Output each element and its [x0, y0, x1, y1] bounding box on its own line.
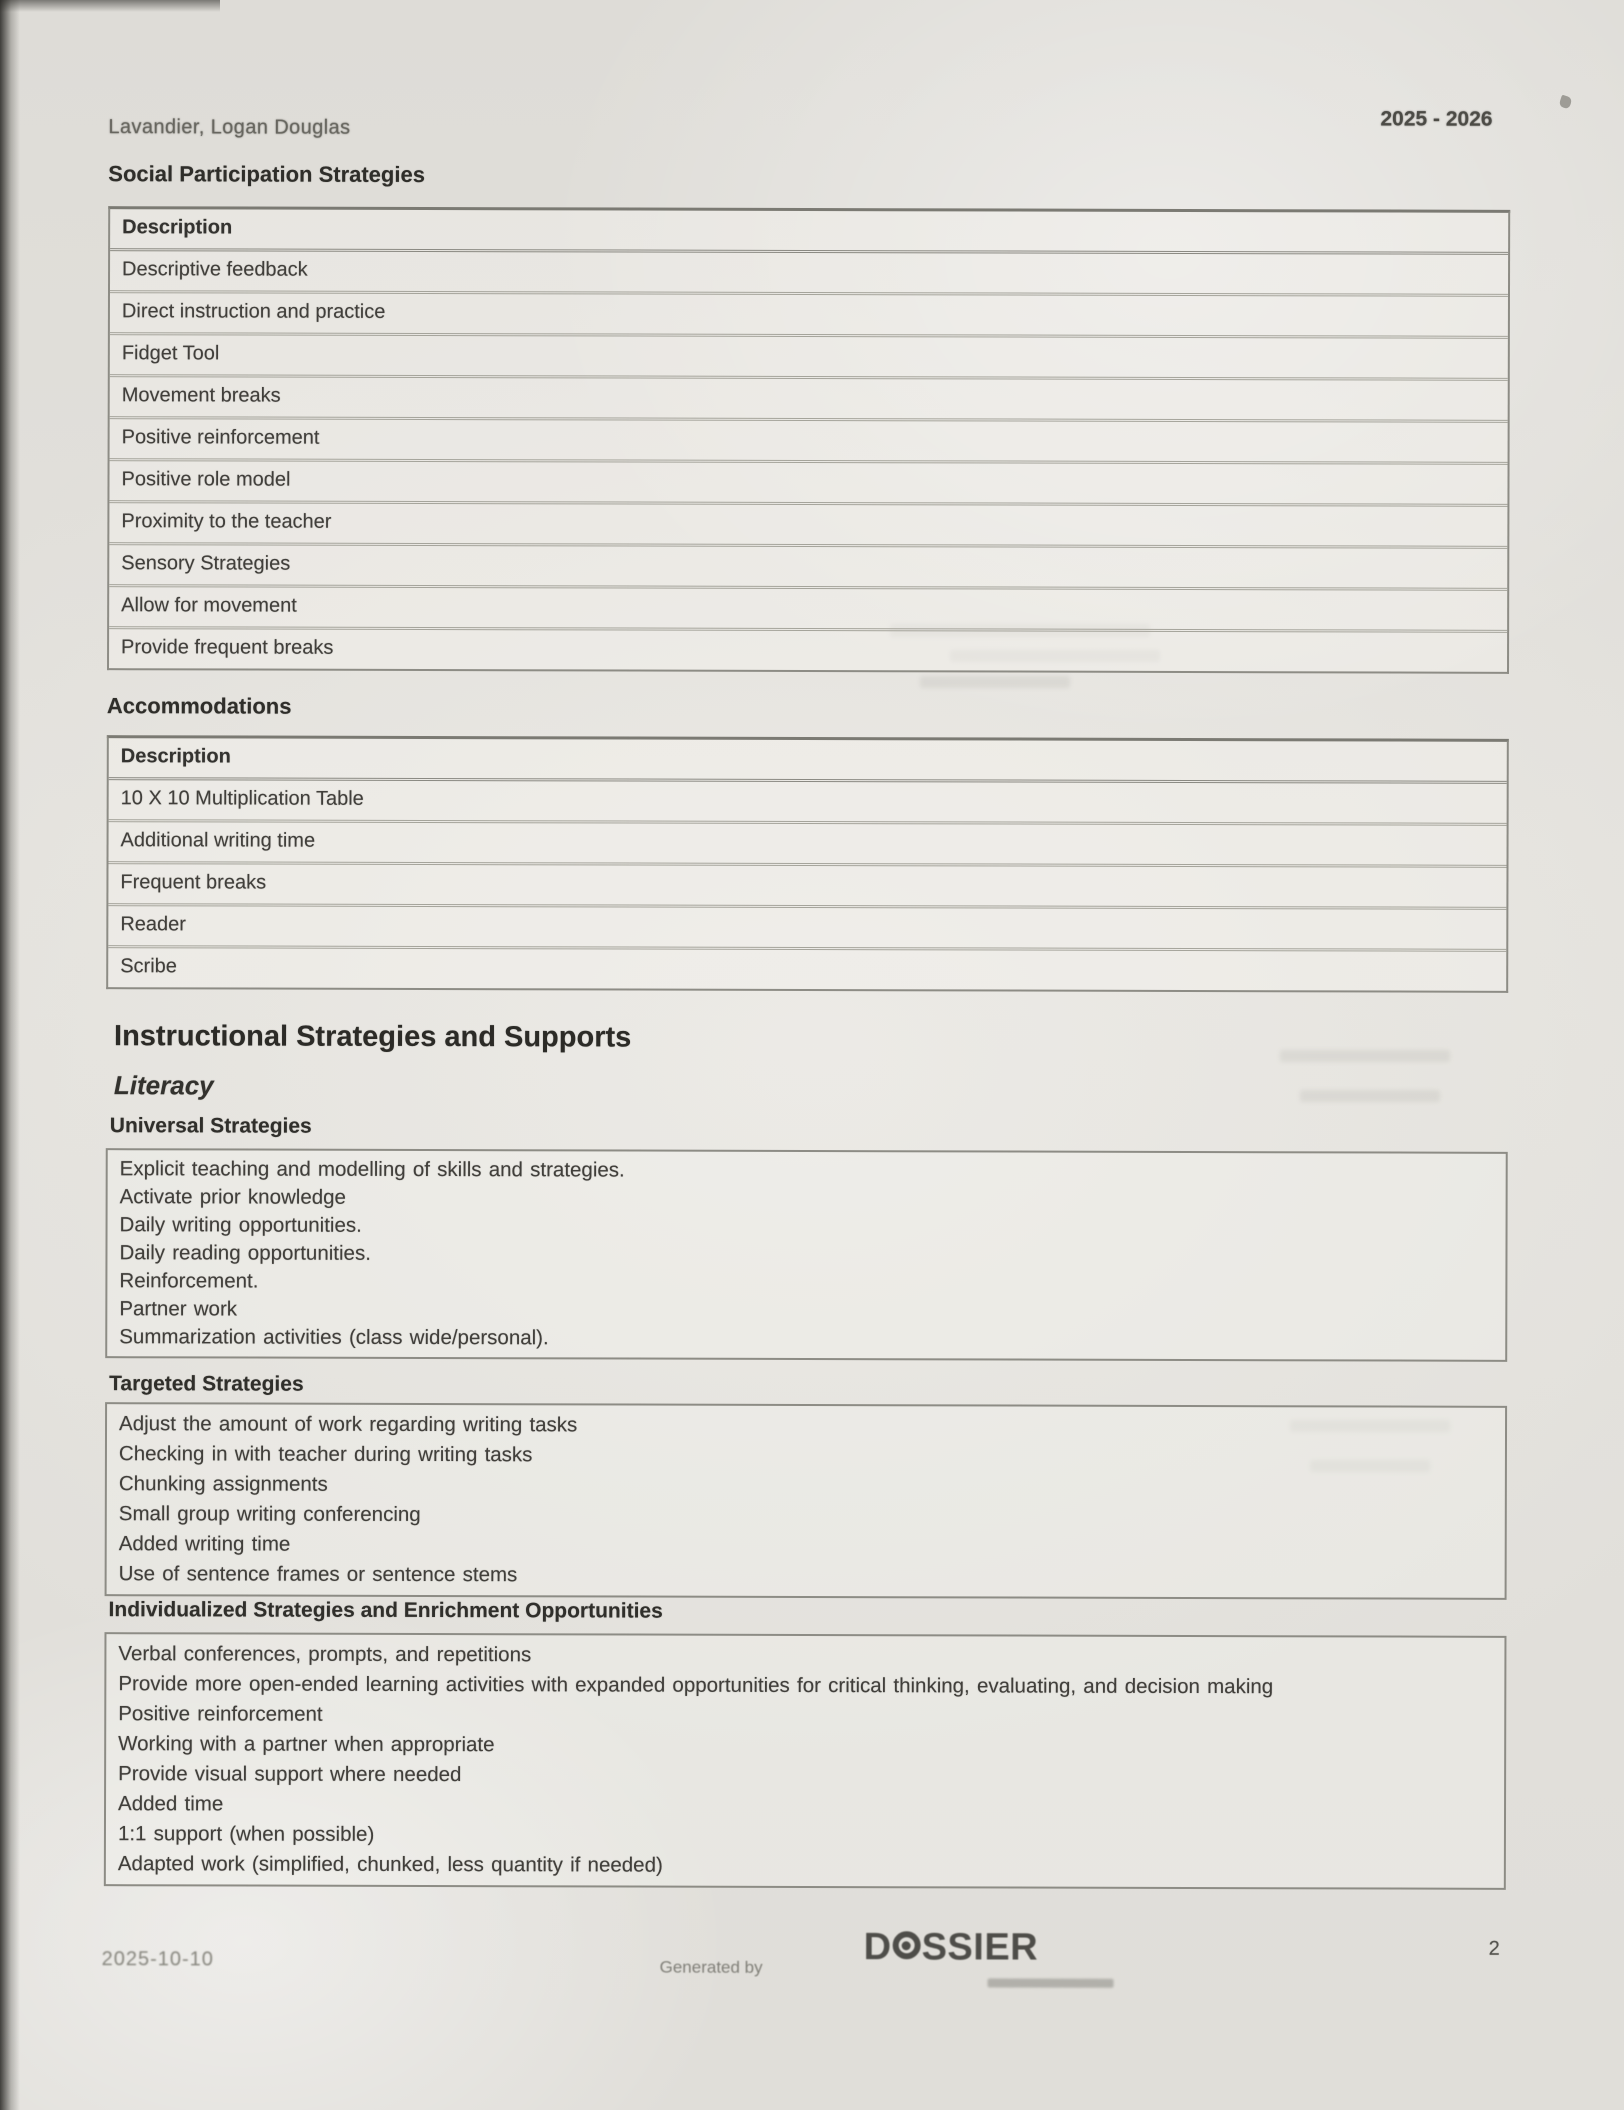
- list-item: Adapted work (simplified, chunked, less quantity if needed): [117, 1852, 663, 1877]
- list-item: Added writing time: [118, 1532, 291, 1556]
- table-row: 10 X 10 Multiplication Table: [109, 780, 1507, 826]
- table-row: Reader: [108, 906, 1506, 952]
- list-item: Added time: [118, 1792, 224, 1816]
- student-name: Lavandier, Logan Douglas: [108, 116, 351, 139]
- table-row: Sensory Strategies: [109, 545, 1507, 591]
- section-title-social-participation: Social Participation Strategies: [108, 161, 426, 187]
- list-item: 1:1 support (when possible): [117, 1822, 375, 1846]
- school-year: 2025 - 2026: [1380, 107, 1493, 131]
- group-title-universal: Universal Strategies: [109, 1114, 312, 1138]
- universal-strategies-box: [105, 1148, 1508, 1362]
- list-item: Provide visual support where needed: [118, 1762, 462, 1787]
- list-item: Summarization activities (class wide/personal).: [119, 1325, 549, 1350]
- table-row: Additional writing time: [108, 822, 1506, 868]
- group-title-individualized: Individualized Strategies and Enrichment Opportunities: [108, 1598, 663, 1623]
- logo-suffix: SSIER: [921, 1926, 1039, 1969]
- list-item: Positive reinforcement: [118, 1702, 323, 1726]
- list-item: Working with a partner when appropriate: [118, 1732, 495, 1757]
- list-item: Adjust the amount of work regarding writing tasks: [119, 1412, 578, 1437]
- footer-date: 2025-10-10: [101, 1948, 214, 1971]
- table-row: Allow for movement: [109, 587, 1507, 633]
- social-participation-table: [107, 206, 1510, 674]
- table-row: Scribe: [120, 955, 177, 978]
- page-number: 2: [1488, 1937, 1500, 1960]
- list-item: Daily reading opportunities.: [119, 1241, 371, 1265]
- table-row: Fidget Tool: [110, 335, 1508, 381]
- table-row: Proximity to the teacher: [109, 503, 1507, 549]
- table-column-header: Description: [110, 209, 1508, 255]
- list-item: Small group writing conferencing: [118, 1502, 421, 1526]
- logo-eye-o-icon: [893, 1931, 921, 1959]
- list-item: Activate prior knowledge: [119, 1185, 346, 1209]
- table-column-header: Description: [109, 738, 1507, 784]
- list-item: Partner work: [119, 1297, 238, 1321]
- list-item: Checking in with teacher during writing tasks: [118, 1442, 533, 1467]
- list-item: Use of sentence frames or sentence stems: [118, 1562, 518, 1587]
- subject-title-literacy: Literacy: [113, 1070, 214, 1101]
- group-title-targeted: Targeted Strategies: [109, 1372, 304, 1396]
- targeted-strategies-box: [105, 1402, 1508, 1600]
- table-row: Movement breaks: [110, 377, 1508, 423]
- list-item: Chunking assignments: [118, 1472, 328, 1496]
- list-item: Reinforcement.: [119, 1269, 259, 1293]
- table-row: Descriptive feedback: [110, 251, 1508, 297]
- list-item: Explicit teaching and modelling of skills and strategies.: [119, 1157, 625, 1182]
- dossier-logo: [864, 1926, 1039, 1969]
- list-item: Daily writing opportunities.: [119, 1213, 362, 1237]
- section-title-accommodations: Accommodations: [106, 693, 292, 719]
- generated-by-label: Generated by: [659, 1957, 763, 1977]
- accommodations-table: [106, 735, 1509, 993]
- logo-tagline-smudge: [988, 1978, 1114, 1987]
- individualized-strategies-box: [104, 1632, 1507, 1890]
- table-row: Direct instruction and practice: [110, 293, 1508, 339]
- table-row: Provide frequent breaks: [121, 636, 334, 659]
- section-title-instructional: Instructional Strategies and Supports: [114, 1020, 632, 1054]
- list-item: Provide more open-ended learning activities with expanded opportunities for critical thinking, evaluating, and decision making: [118, 1672, 1274, 1699]
- table-row: Positive reinforcement: [110, 419, 1508, 465]
- table-row: Positive role model: [109, 461, 1507, 507]
- table-row: Frequent breaks: [108, 864, 1506, 910]
- logo-prefix: D: [863, 1926, 892, 1969]
- list-item: Verbal conferences, prompts, and repetitions: [118, 1642, 532, 1667]
